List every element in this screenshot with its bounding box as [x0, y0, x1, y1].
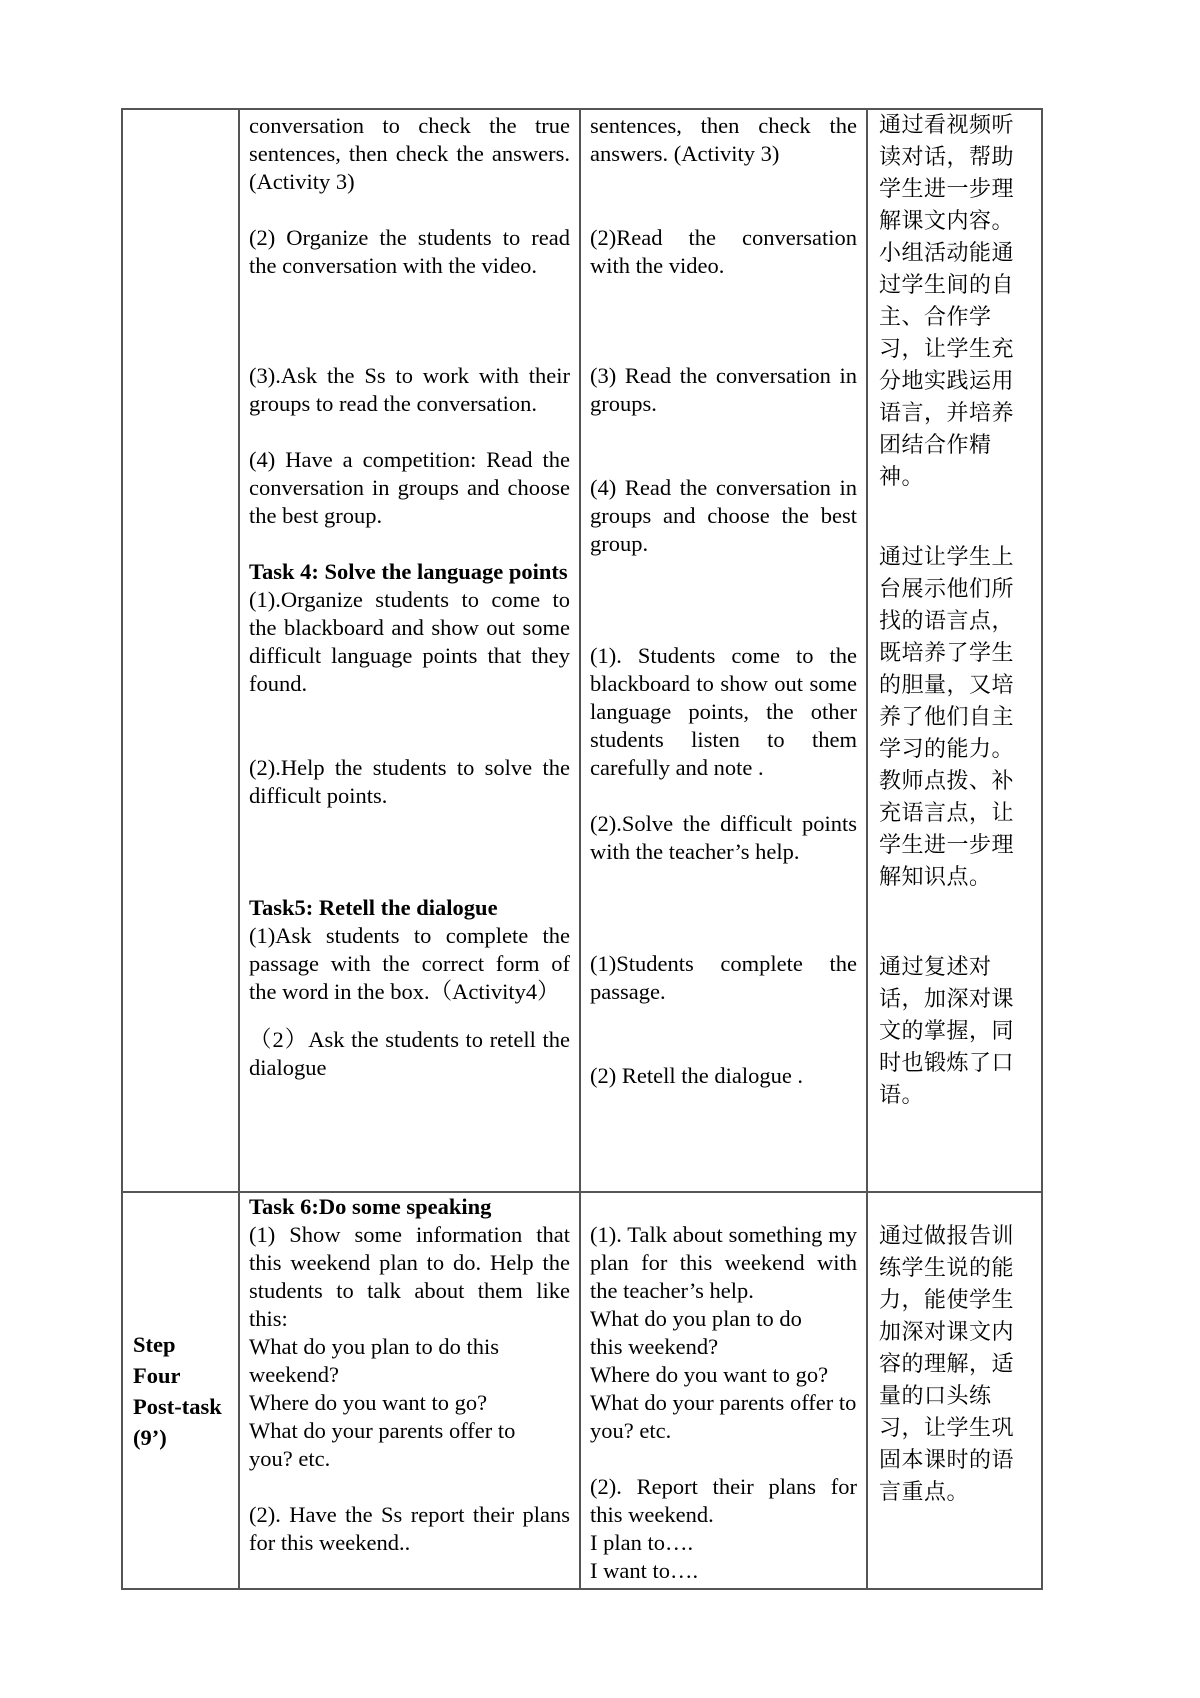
student-text: (1). Students come to the blackboard to show out some language points, the other students listen to them carefully and note . [590, 643, 857, 780]
student-text: (2)Read the conversation with the video. [590, 225, 857, 278]
table-row [122, 1192, 1042, 1589]
student-text: What do you plan to do this weekend? [590, 1306, 802, 1359]
task-title: Task 4: Solve the language points [249, 559, 568, 584]
teacher-text: (1) Show some information that this weekend plan to do. Help the students to talk about them like this: [249, 1222, 570, 1331]
table-row [122, 109, 1042, 1192]
student-text: (2).Solve the difficult points with the teacher’s help. [590, 811, 857, 864]
step-label: Post-task [133, 1393, 222, 1419]
purpose-text: 通过复述对话，加深对课文的掌握，同时也锻炼了口语。 [879, 955, 1015, 1108]
purpose-cell [867, 109, 1042, 1192]
teacher-activity-cell [239, 109, 580, 1192]
student-text: What do your parents offer to you? etc. [590, 1390, 857, 1443]
task-title: Task5: Retell the dialogue [249, 895, 498, 920]
teacher-text: （2）Ask the students to retell the dialogue [249, 1027, 570, 1080]
purpose-text: 通过让学生上台展示他们所找的语言点，既培养了学生的胆量，又培养了他们自主学习的能力。教师点拨、补充语言点，让学生进一步理解知识点。 [879, 545, 1015, 890]
teacher-text: (2).Help the students to solve the difficult points. [249, 755, 570, 808]
step-label: Four [133, 1362, 181, 1388]
teacher-text: What do you plan to do this weekend? [249, 1334, 499, 1387]
step-cell [122, 1192, 239, 1589]
student-text: I plan to…. [590, 1530, 694, 1555]
student-text: Where do you want to go? [590, 1362, 829, 1387]
teacher-text: (4) Have a competition: Read the conversation in groups and choose the best group. [249, 447, 570, 528]
teacher-text: (2) Organize the students to read the conversation with the video. [249, 225, 570, 278]
student-text: (2). Report their plans for this weekend. [590, 1474, 857, 1527]
teacher-text: What do your parents offer to you? etc. [249, 1418, 516, 1471]
student-activity-cell [580, 109, 867, 1192]
teacher-text: Where do you want to go? [249, 1390, 488, 1415]
student-text: I want to…. [590, 1558, 699, 1583]
student-text: (1). Talk about something my plan for this weekend with the teacher’s help. [590, 1222, 857, 1303]
teacher-text: (1).Organize students to come to the blackboard and show out some difficult language points that they found. [249, 587, 570, 696]
step-cell [122, 109, 239, 1192]
teacher-text: (3).Ask the Ss to work with their groups to read the conversation. [249, 363, 570, 416]
student-text: (4) Read the conversation in groups and choose the best group. [590, 475, 857, 556]
teacher-activity-cell [239, 1192, 580, 1589]
student-text: (2) Retell the dialogue . [590, 1063, 804, 1088]
student-activity-cell [580, 1192, 867, 1589]
student-text: sentences, then check the answers. (Activity 3) [590, 113, 857, 166]
step-label: Step [133, 1331, 176, 1357]
step-duration: (9’) [133, 1424, 167, 1450]
task-title: Task 6:Do some speaking [249, 1194, 492, 1219]
student-text: (1)Students complete the passage. [590, 951, 857, 1004]
teacher-text: conversation to check the true sentences, then check the answers. (Activity 3) [249, 113, 570, 194]
teacher-text: (1)Ask students to complete the passage with the correct form of the word in the box.（Activity4） [249, 923, 570, 1004]
purpose-text: 通过看视频听读对话，帮助学生进一步理解课文内容。小组活动能通过学生间的自主、合作学习，让学生充分地实践运用语言，并培养团结合作精神。 [879, 113, 1015, 490]
lesson-plan-table [121, 108, 1041, 1590]
student-text: (3) Read the conversation in groups. [590, 363, 857, 416]
purpose-text: 通过做报告训练学生说的能力，能使学生加深对课文内容的理解，适量的口头练习，让学生巩固本课时的语言重点。 [879, 1224, 1015, 1505]
teacher-text: (2). Have the Ss report their plans for this weekend.. [249, 1502, 570, 1555]
purpose-cell [867, 1192, 1042, 1589]
